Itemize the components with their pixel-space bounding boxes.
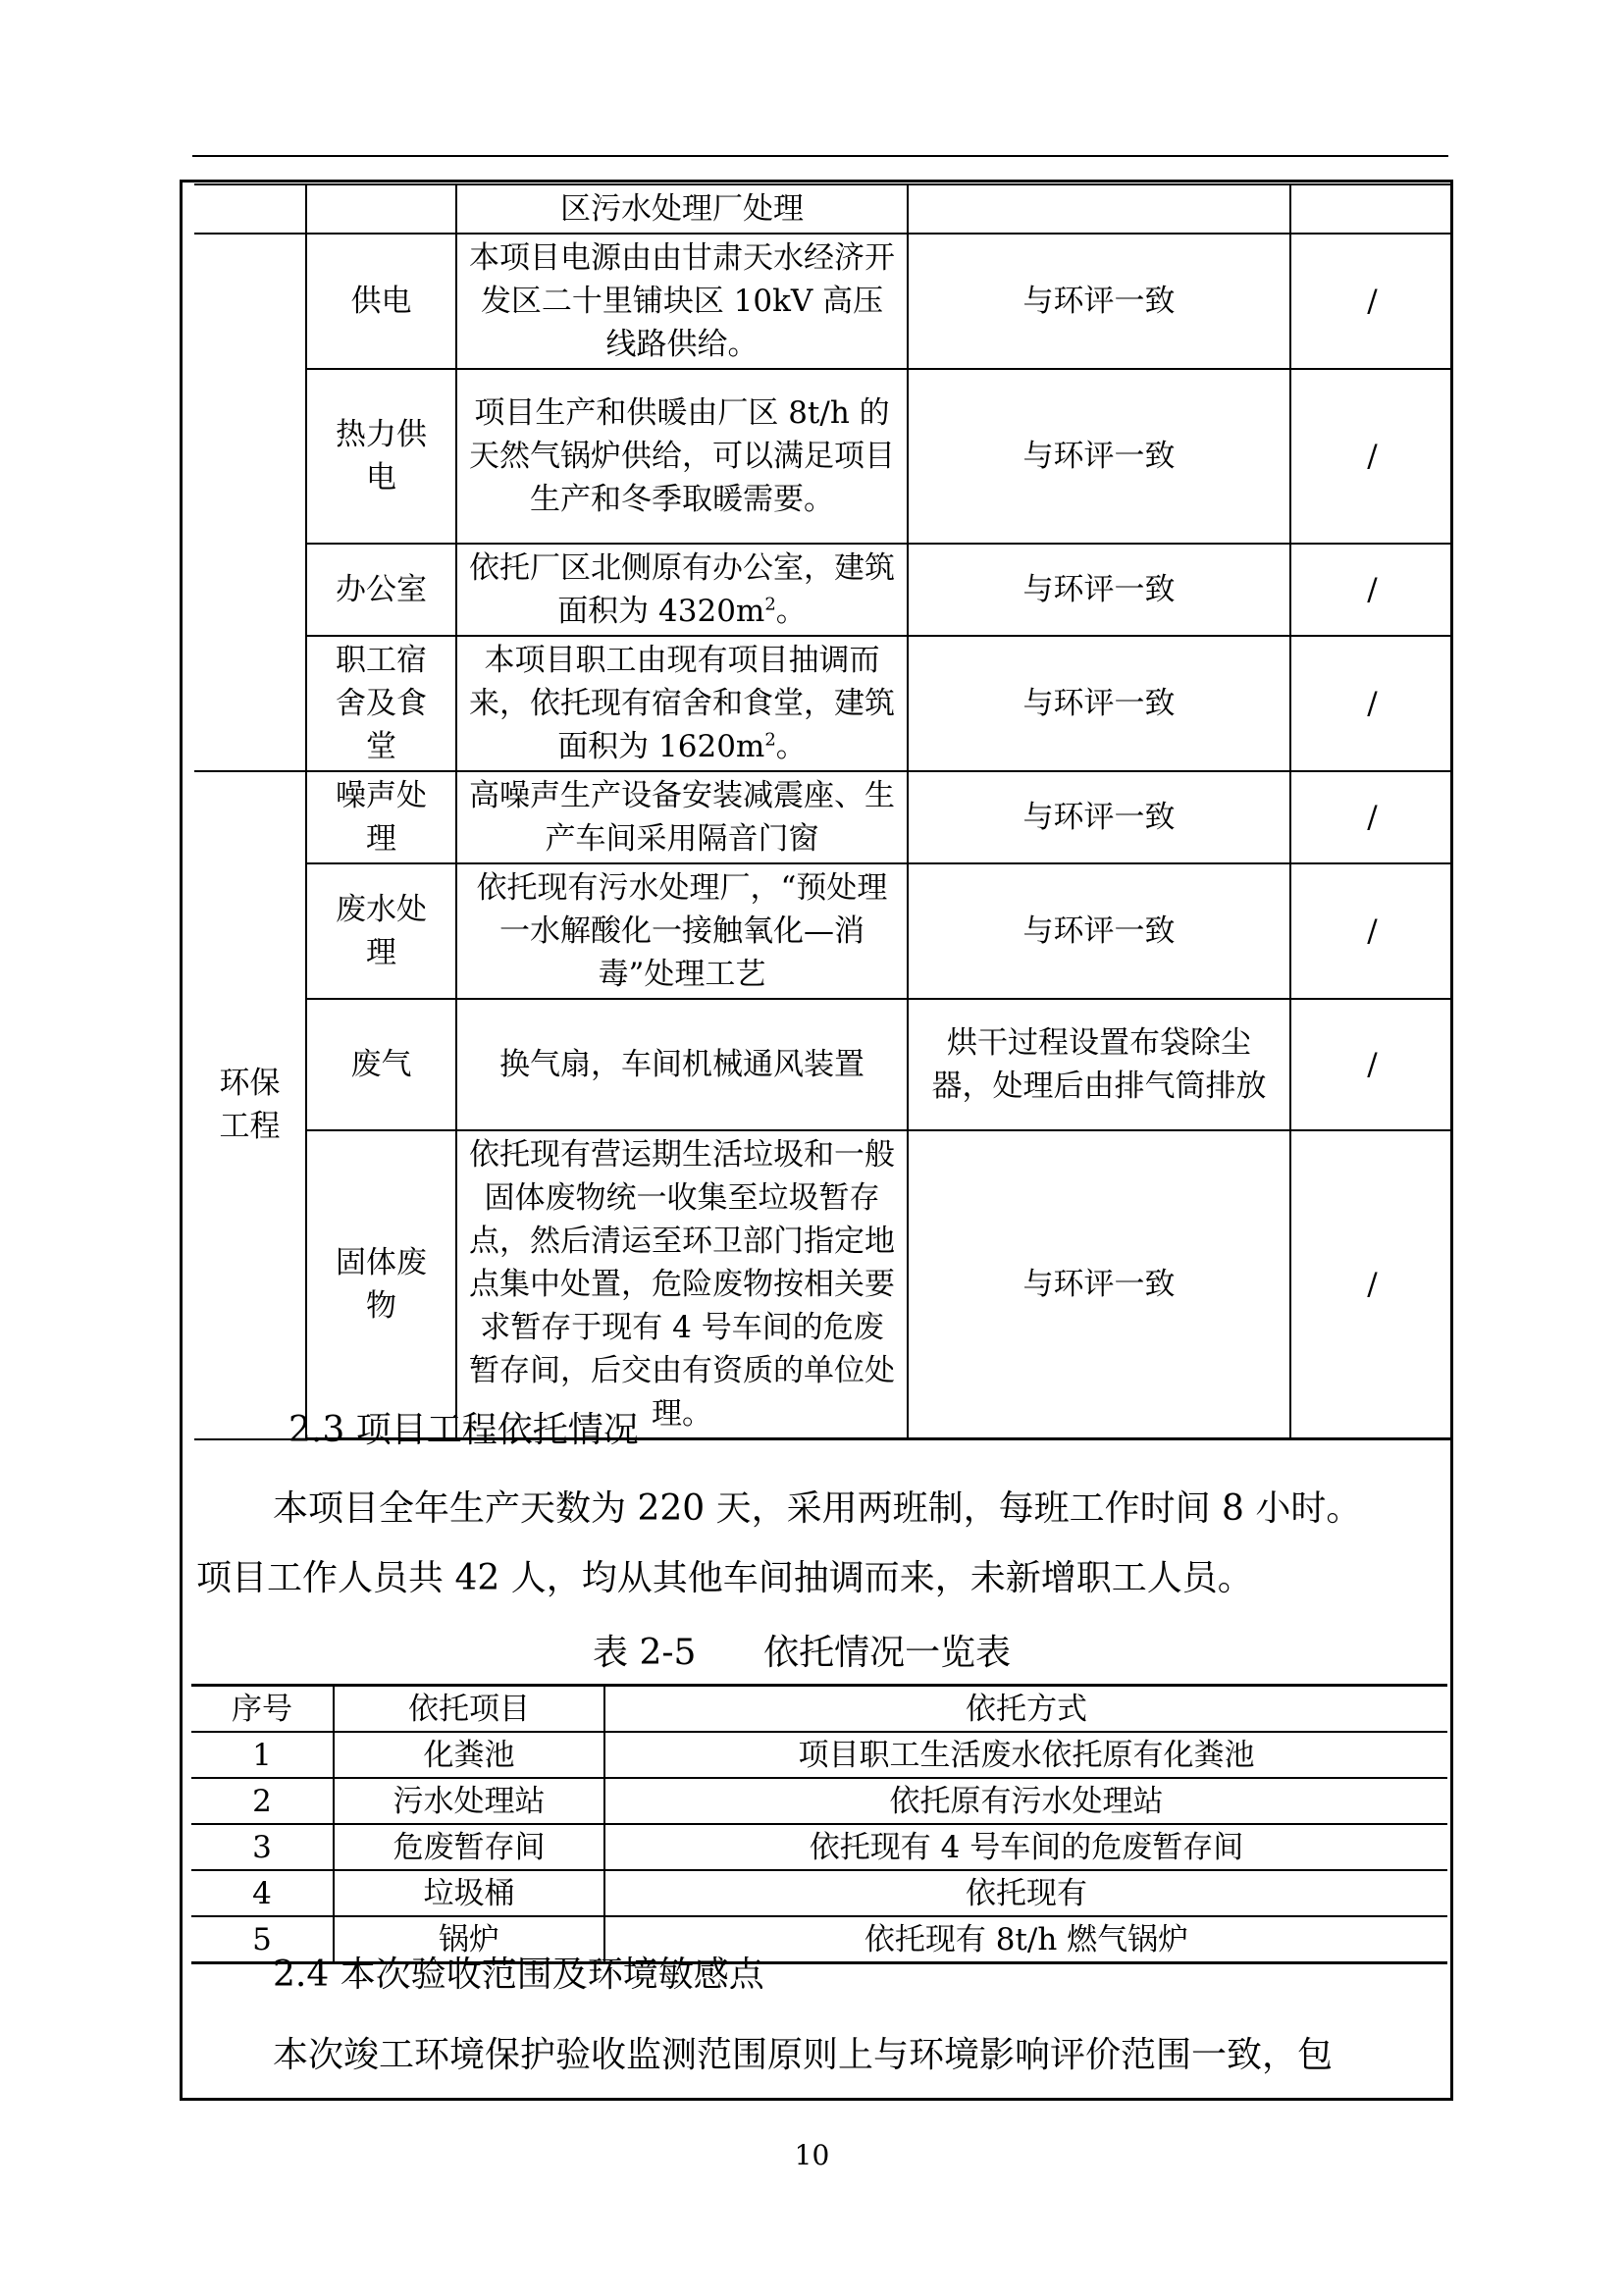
status-cell — [908, 184, 1290, 234]
category-cell-environmental: 环保工程 — [194, 771, 306, 1439]
table-cell: 危废暂存间 — [334, 1824, 604, 1870]
table-row — [194, 1130, 1453, 1439]
table-caption-number: 表 2-5 — [593, 1633, 697, 1673]
note-cell: / — [1290, 544, 1453, 636]
item-cell: 废气 — [306, 999, 456, 1130]
table-cell: 依托原有污水处理站 — [604, 1778, 1447, 1824]
table-caption — [593, 1631, 1011, 1676]
paragraph-line: 项目工作人员共 42 人，均从其他车间抽调而来，未新增职工人员。 — [196, 1558, 1253, 1598]
note-cell — [1290, 184, 1453, 234]
table-cell: 污水处理站 — [334, 1778, 604, 1824]
header-cell: 依托项目 — [334, 1686, 604, 1733]
category-cell — [194, 544, 306, 636]
table-cell: 2 — [191, 1778, 334, 1824]
content-text: 本项目职工由现有项目抽调而来，依托现有宿舍和食堂，建筑面积为 1620m — [469, 643, 895, 764]
item-cell — [306, 184, 456, 234]
content-cell: 区污水处理厂处理 — [456, 184, 908, 234]
superscript: 2 — [764, 729, 776, 751]
status-cell: 与环评一致 — [908, 544, 1290, 636]
table-cell: 4 — [191, 1870, 334, 1916]
table-cell: 依托现有 8t/h 燃气锅炉 — [604, 1916, 1447, 1963]
paragraph-line: 本次竣工环境保护验收监测范围原则上与环境影响评价范围一致，包 — [273, 2035, 1334, 2075]
content-cell: 换气扇，车间机械通风装置 — [456, 999, 908, 1130]
content-cell: 高噪声生产设备安装减震座、生产车间采用隔音门窗 — [456, 771, 908, 863]
table-row — [191, 1732, 1447, 1778]
note-cell: / — [1290, 1130, 1453, 1439]
construction-content-table — [194, 183, 1453, 1440]
item-cell: 废水处理 — [306, 863, 456, 999]
category-cell — [194, 636, 306, 771]
section-heading-2-4: 2.4 本次验收范围及环境敏感点 — [273, 1955, 764, 1995]
section-heading-2-3: 2.3 项目工程依托情况 — [288, 1410, 639, 1450]
table-header-row — [191, 1686, 1447, 1733]
status-cell: 与环评一致 — [908, 1130, 1290, 1439]
table-cell: 依托现有 — [604, 1870, 1447, 1916]
note-cell: / — [1290, 369, 1453, 544]
table-row — [194, 999, 1453, 1130]
status-cell: 烘干过程设置布袋除尘器，处理后由排气筒排放 — [908, 999, 1290, 1130]
superscript: 2 — [764, 594, 776, 615]
page-number: 10 — [794, 2139, 830, 2171]
status-cell: 与环评一致 — [908, 863, 1290, 999]
note-cell: / — [1290, 771, 1453, 863]
table-cell: 依托现有 4 号车间的危废暂存间 — [604, 1824, 1447, 1870]
note-cell: / — [1290, 863, 1453, 999]
content-end: 。 — [775, 729, 807, 764]
header-cell: 序号 — [191, 1686, 334, 1733]
note-cell: / — [1290, 234, 1453, 369]
content-cell: 依托现有污水处理厂，“预处理一水解酸化一接触氧化—消毒”处理工艺 — [456, 863, 908, 999]
item-cell: 热力供电 — [306, 369, 456, 544]
table-row — [194, 863, 1453, 999]
table-cell: 锅炉 — [334, 1916, 604, 1963]
table-row — [194, 544, 1453, 636]
table-caption-title: 依托情况一览表 — [763, 1633, 1012, 1673]
content-cell: 依托现有营运期生活垃圾和一般固体废物统一收集至垃圾暂存点，然后清运至环卫部门指定地点集中处置，危险废物按相关要求暂存于现有 4 号车间的危废暂存间，后交由有资质的单位处理。 — [456, 1130, 908, 1439]
table-row — [191, 1778, 1447, 1824]
content-cell — [456, 636, 908, 771]
status-cell: 与环评一致 — [908, 234, 1290, 369]
table-row — [194, 771, 1453, 863]
item-cell: 噪声处理 — [306, 771, 456, 863]
content-cell: 项目生产和供暖由厂区 8t/h 的天然气锅炉供给，可以满足项目生产和冬季取暖需要。 — [456, 369, 908, 544]
dependency-table — [191, 1684, 1447, 1964]
content-text: 依托厂区北侧原有办公室，建筑面积为 4320m — [469, 550, 895, 629]
note-cell: / — [1290, 999, 1453, 1130]
item-cell: 供电 — [306, 234, 456, 369]
status-cell: 与环评一致 — [908, 771, 1290, 863]
table-cell: 化粪池 — [334, 1732, 604, 1778]
table-cell: 5 — [191, 1916, 334, 1963]
table-cell: 项目职工生活废水依托原有化粪池 — [604, 1732, 1447, 1778]
status-cell: 与环评一致 — [908, 369, 1290, 544]
content-cell: 本项目电源由由甘肃天水经济开发区二十里铺块区 10kV 高压线路供给。 — [456, 234, 908, 369]
table-cell: 3 — [191, 1824, 334, 1870]
table-row — [194, 636, 1453, 771]
item-cell: 固体废物 — [306, 1130, 456, 1439]
item-cell: 办公室 — [306, 544, 456, 636]
table-row — [191, 1870, 1447, 1916]
header-rule — [192, 155, 1448, 157]
table-row — [194, 234, 1453, 369]
table-row — [194, 184, 1453, 234]
item-cell: 职工宿舍及食堂 — [306, 636, 456, 771]
content-end: 。 — [775, 594, 807, 629]
category-cell — [194, 234, 306, 369]
table-cell: 垃圾桶 — [334, 1870, 604, 1916]
category-cell — [194, 184, 306, 234]
header-cell: 依托方式 — [604, 1686, 1447, 1733]
paragraph-line: 本项目全年生产天数为 220 天，采用两班制，每班工作时间 8 小时。 — [273, 1488, 1362, 1529]
table-row — [191, 1824, 1447, 1870]
table-cell: 1 — [191, 1732, 334, 1778]
table-row — [194, 369, 1453, 544]
status-cell: 与环评一致 — [908, 636, 1290, 771]
category-cell — [194, 369, 306, 544]
content-cell — [456, 544, 908, 636]
note-cell: / — [1290, 636, 1453, 771]
